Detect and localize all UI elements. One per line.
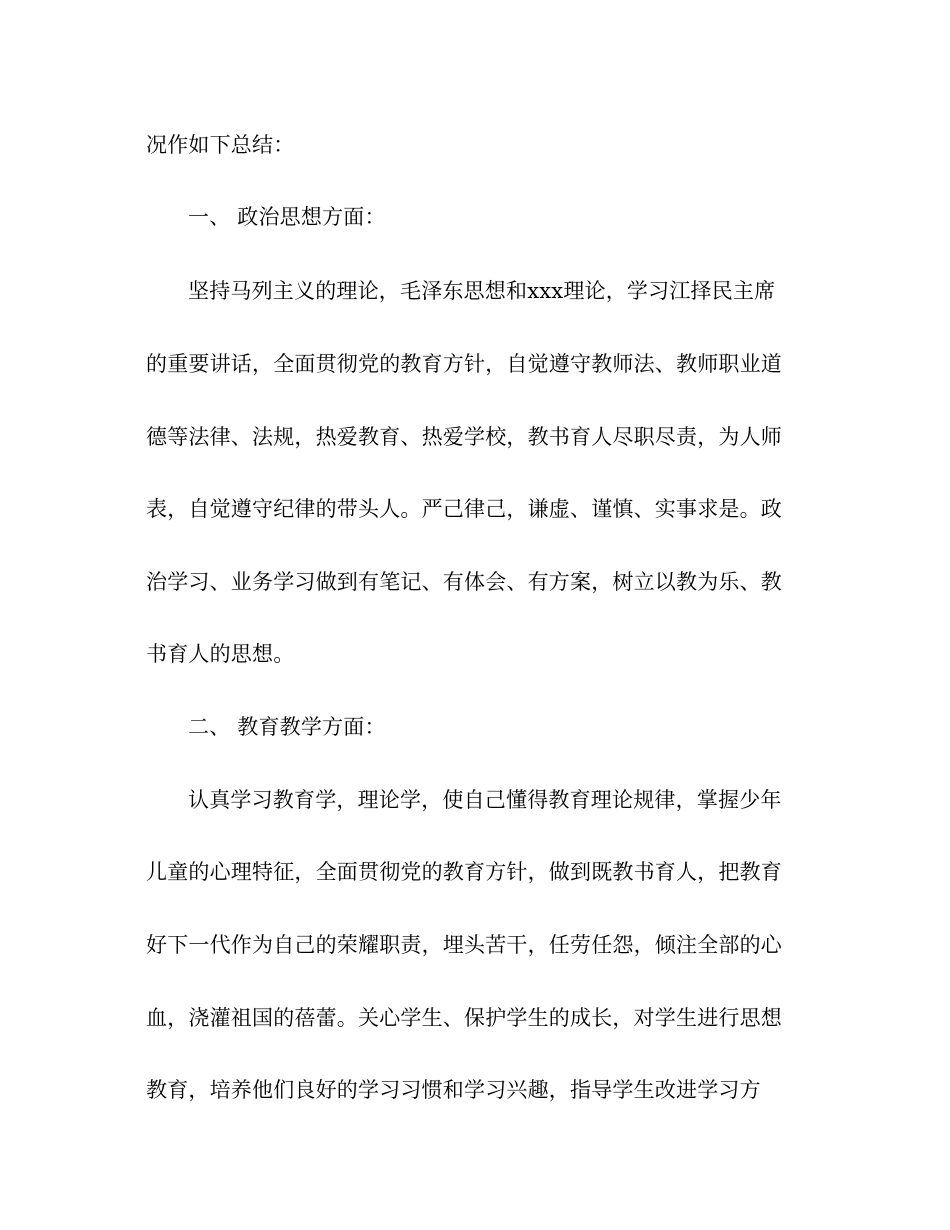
section-heading-teaching: 二、 教育教学方面：: [188, 715, 386, 739]
text-line: 况作如下总结：: [146, 133, 295, 157]
section-heading-politics: 一、 政治思想方面：: [188, 205, 386, 229]
text-line: 血，浇灌祖国的蓓蕾。关心学生、保护学生的成长，对学生进行思想: [146, 1006, 782, 1030]
text-line: 教育，培养他们良好的学习习惯和学习兴趣，指导学生改进学习方: [146, 1078, 761, 1102]
text-line: 儿童的心理特征，全面贯彻党的教育方针，做到既教书育人，把教育: [146, 860, 782, 884]
text-line: 坚持马列主义的理论，毛泽东思想和xxx理论，学习江择民主席: [188, 279, 776, 303]
text-line: 书育人的思想。: [146, 642, 295, 666]
text-line: 的重要讲话，全面贯彻党的教育方针，自觉遵守教师法、教师职业道: [146, 352, 782, 376]
text-line: 好下一代作为自己的荣耀职责，埋头苦干，任劳任怨，倾注全部的心: [146, 933, 782, 957]
text-line: 表，自觉遵守纪律的带头人。严己律己，谦虚、谨慎、实事求是。政: [146, 497, 782, 521]
text-line: 认真学习教育学，理论学，使自己懂得教育理论规律，掌握少年: [188, 788, 782, 812]
text-line: 德等法律、法规，热爱教育、热爱学校，教书育人尽职尽责，为人师: [146, 425, 782, 449]
text-line: 治学习、业务学习做到有笔记、有体会、有方案，树立以教为乐、教: [146, 570, 782, 594]
